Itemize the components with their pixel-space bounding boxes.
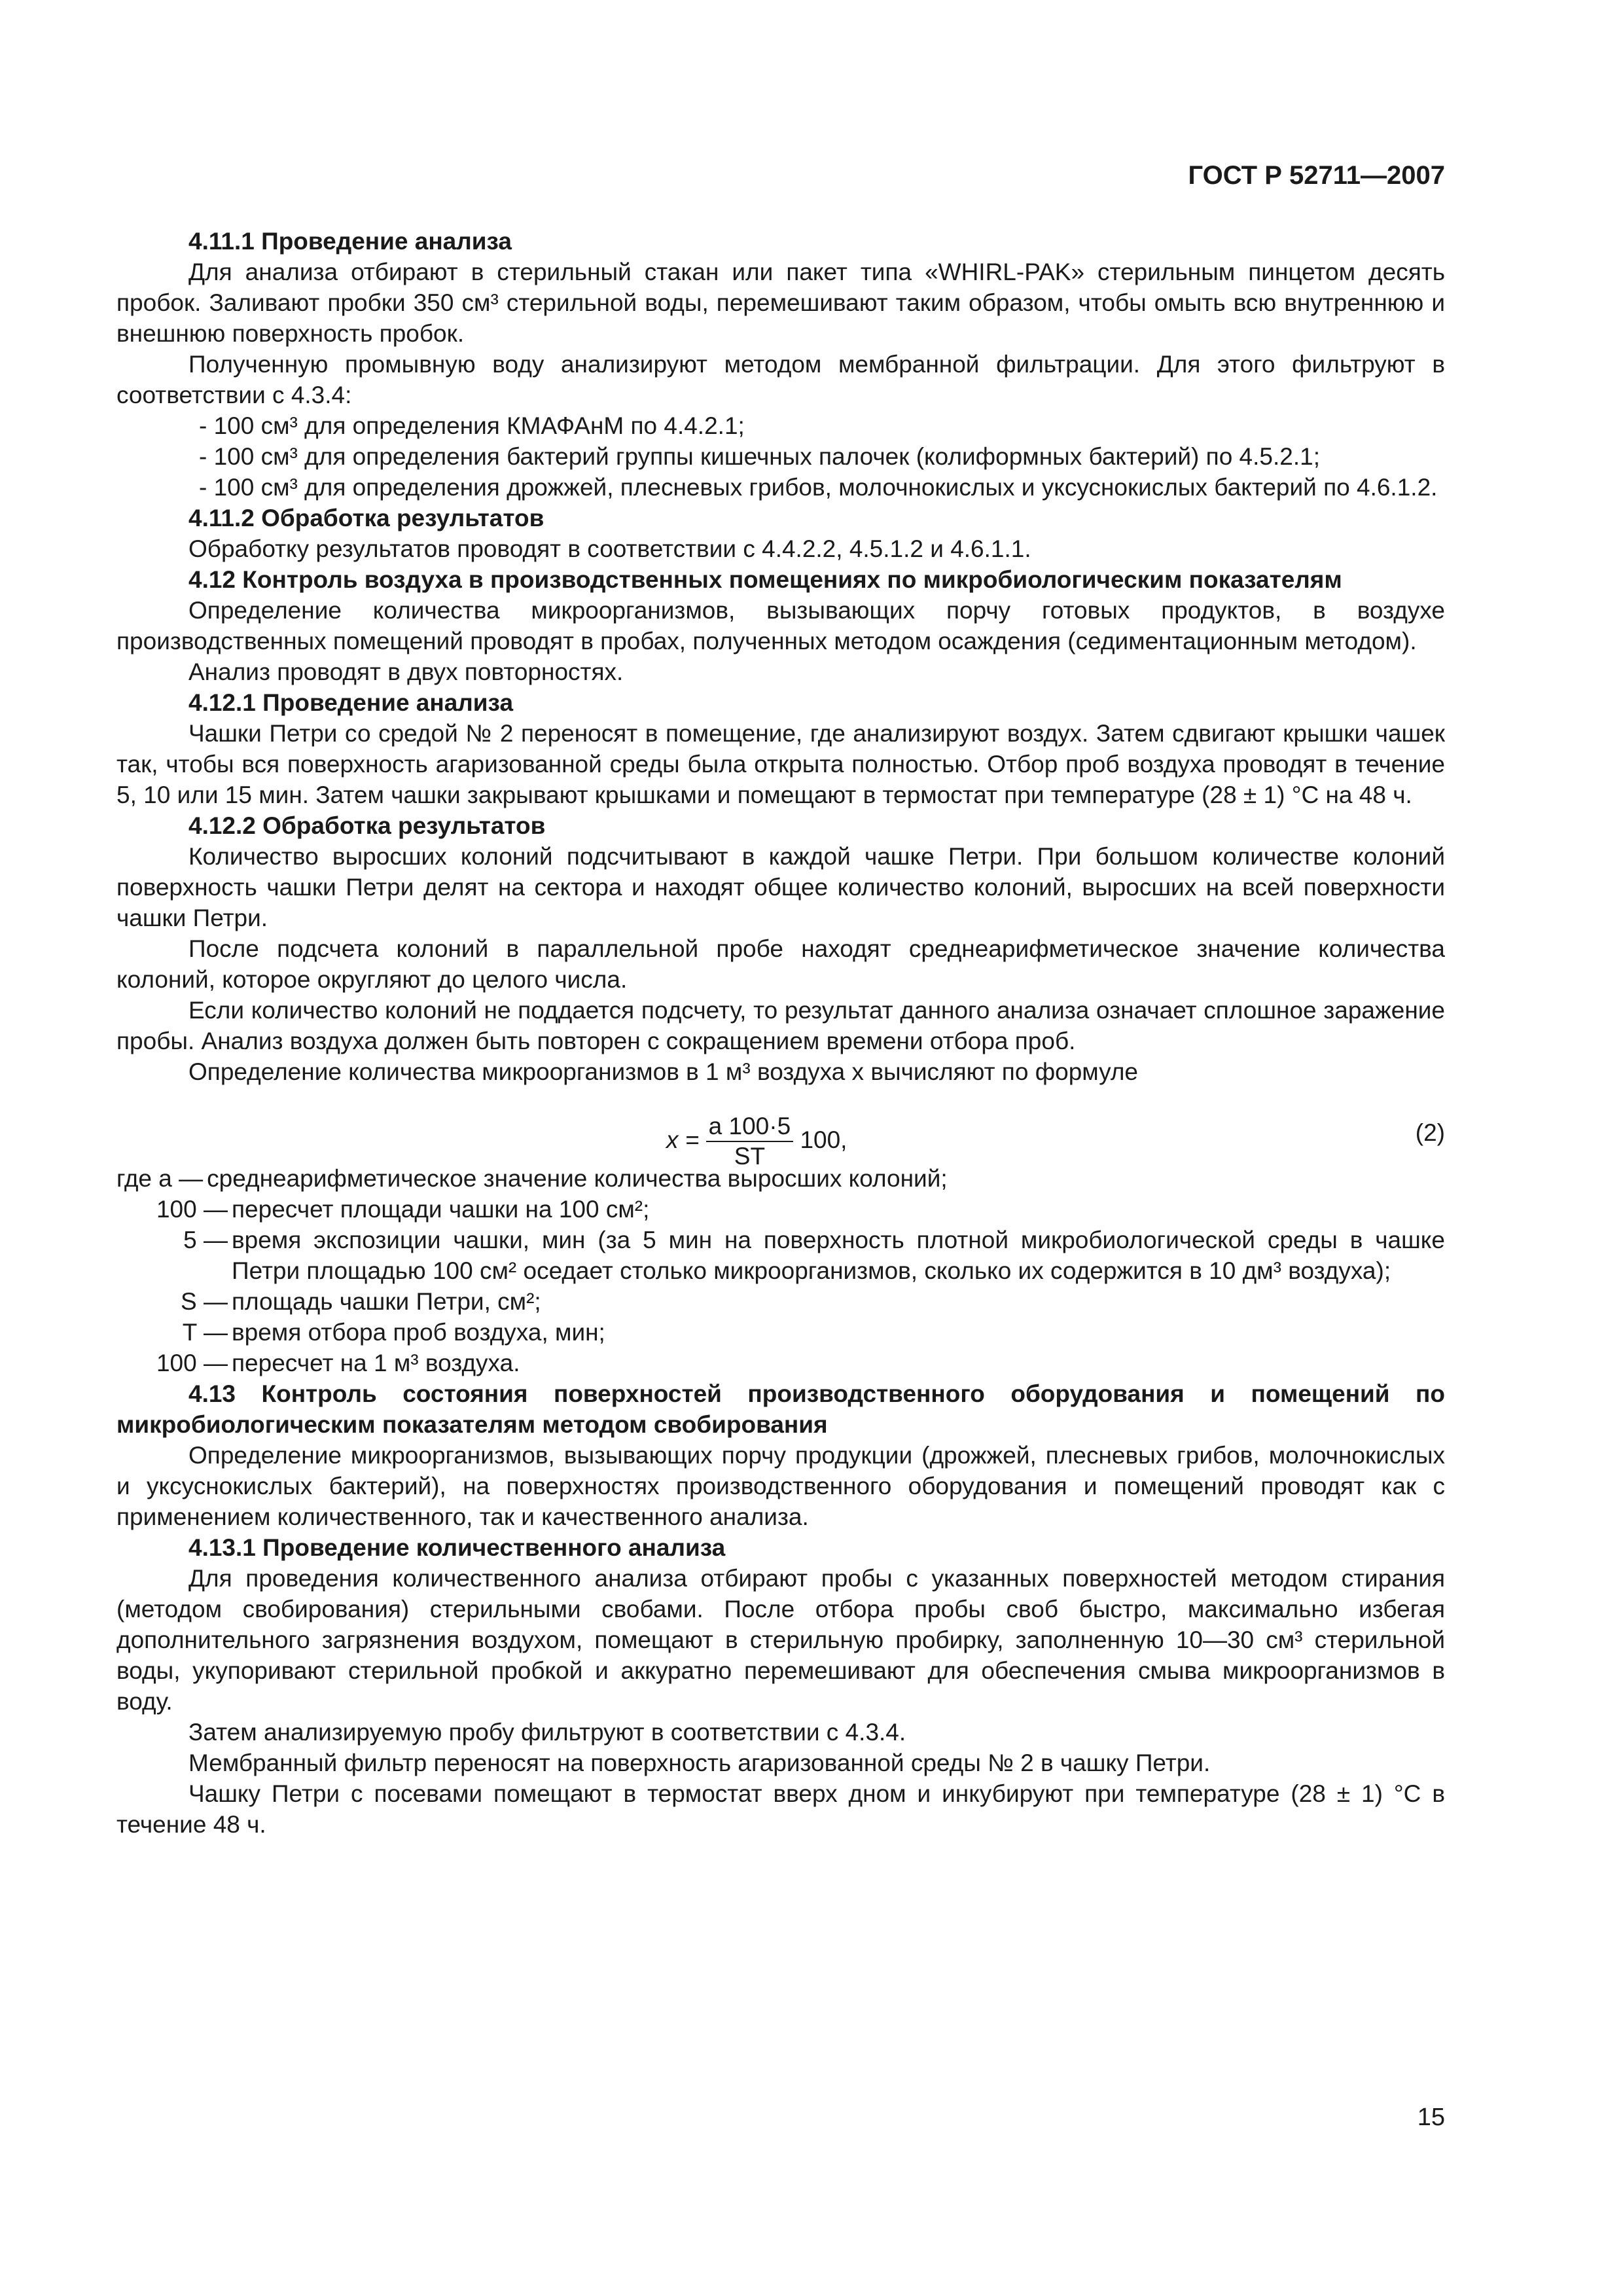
page-body	[116, 226, 1445, 1840]
list-item: - 100 см³ для определения бактерий группы кишечных палочек (колиформных бактерий) по 4.5.2.1;	[199, 443, 1320, 470]
list-item: - 100 см³ для определения КМАФАнМ по 4.4.2.1;	[199, 412, 745, 439]
legend-row	[116, 1194, 1445, 1225]
legend-description: время отбора проб воздуха, мин;	[232, 1319, 605, 1346]
legend-term: T —	[182, 1319, 228, 1346]
standard-designation: ГОСТ Р 52711—2007	[1188, 161, 1445, 190]
formula-denominator: ST	[734, 1143, 766, 1170]
paragraph: Определение микроорганизмов, вызывающих порчу продукции (дрожжей, плесневых грибов, молочнокислых и уксуснокислых бактерий), на поверхностях производственного оборудования и помещений проводят как с применением количественного, так и качественного анализа.	[116, 1442, 1445, 1530]
section-4-12-heading: 4.12 Контроль воздуха в производственных помещениях по микробиологическим показателям	[188, 566, 1342, 593]
formula-lhs: x =	[666, 1126, 700, 1153]
formula-number: (2)	[1415, 1119, 1445, 1146]
paragraph: Полученную промывную воду анализируют методом мембранной фильтрации. Для этого фильтруют в соответствии с 4.3.4:	[116, 351, 1445, 408]
legend-term: S —	[181, 1288, 228, 1315]
legend-description: время экспозиции чашки, мин (за 5 мин на поверхность плотной микробиологической среды в чашке Петри площадью 100 см² оседает столько микроорганизмов, сколько их содержится в 10 дм³ воздуха);	[232, 1227, 1445, 1284]
paragraph: Обработку результатов проводят в соответствии с 4.4.2.2, 4.5.1.2 и 4.6.1.1.	[188, 535, 1031, 562]
legend-description: пересчет площади чашки на 100 см²;	[232, 1196, 650, 1223]
legend-description: площадь чашки Петри, см²;	[232, 1288, 541, 1315]
formula-expression	[666, 1112, 847, 1171]
section-4-12-2-heading: 4.12.2 Обработка результатов	[188, 812, 546, 839]
paragraph: Определение количества микроорганизмов, вызывающих порчу готовых продуктов, в воздухе производственных помещений проводят в пробах, полученных методом осаждения (седиментационным методом).	[116, 597, 1445, 655]
paragraph: Чашки Петри со средой № 2 переносят в помещение, где анализируют воздух. Затем сдвигают крышки чашек так, чтобы вся поверхность агаризованной среды была открыта полностью. Отбор проб воздуха проводят в течение 5, 10 или 15 мин. Затем чашки закрывают крышками и помещают в термостат при температуре (28 ± 1) °С на 48 ч.	[116, 720, 1445, 808]
legend-term: 100 —	[156, 1196, 228, 1223]
paragraph: Затем анализируемую пробу фильтруют в соответствии с 4.3.4.	[188, 1719, 906, 1746]
section-4-11-1-heading: 4.11.1 Проведение анализа	[188, 228, 512, 255]
formula-2	[116, 1091, 1445, 1170]
legend-term: где a —	[116, 1165, 204, 1192]
paragraph: Чашку Петри с посевами помещают в термостат вверх дном и инкубируют при температуре (28 ± 1) °С в течение 48 ч.	[116, 1780, 1445, 1838]
paragraph: После подсчета колоний в параллельной пробе находят среднеарифметическое значение количества колоний, которое округляют до целого числа.	[116, 935, 1445, 993]
formula-numerator: a 100·5	[706, 1112, 794, 1142]
legend-description: среднеарифметическое значение количества выросших колоний;	[207, 1165, 948, 1192]
section-4-13-heading: 4.13 Контроль состояния поверхностей производственного оборудования и помещений по микробиологическим показателям методом свобирования	[116, 1380, 1445, 1438]
formula-fraction	[706, 1112, 794, 1171]
legend-row	[116, 1317, 1445, 1348]
legend-term: 100 —	[156, 1350, 228, 1376]
paragraph: Для проведения количественного анализа отбирают пробы с указанных поверхностей методом стирания (методом свобирования) стерильными свобами. После отбора пробы своб быстро, максимально избегая дополнительного загрязнения воздухом, помещают в стерильную пробирку, заполненную 10—30 см³ стерильной воды, укупоривают стерильной пробкой и аккуратно перемешивают для обеспечения смыва микроорганизмов в воду.	[116, 1565, 1445, 1715]
section-4-12-1-heading: 4.12.1 Проведение анализа	[188, 689, 514, 716]
formula-legend	[116, 1163, 1445, 1378]
section-4-11-2-heading: 4.11.2 Обработка результатов	[188, 505, 544, 531]
section-4-13-1-heading: 4.13.1 Проведение количественного анализа	[188, 1534, 726, 1561]
legend-row	[116, 1225, 1445, 1286]
paragraph: Для анализа отбирают в стерильный стакан или пакет типа «WHIRL-PAK» стерильным пинцетом десять пробок. Заливают пробки 350 см³ стерильной воды, перемешивают таким образом, чтобы омыть всю внутреннюю и внешнюю поверхность пробок.	[116, 259, 1445, 347]
paragraph: Мембранный фильтр переносят на поверхность агаризованной среды № 2 в чашку Петри.	[188, 1749, 1211, 1776]
legend-description: пересчет на 1 м³ воздуха.	[232, 1350, 520, 1376]
list-item: - 100 см³ для определения дрожжей, плесневых грибов, молочнокислых и уксуснокислых бактерий по 4.6.1.2.	[199, 474, 1438, 501]
page-number: 15	[1417, 2104, 1445, 2131]
paragraph: Если количество колоний не поддается подсчету, то результат данного анализа означает сплошное заражение пробы. Анализ воздуха должен быть повторен с сокращением времени отбора проб.	[116, 997, 1445, 1054]
legend-term: 5 —	[183, 1227, 228, 1253]
legend-row	[116, 1286, 1445, 1317]
formula-tail: 100,	[800, 1126, 847, 1153]
paragraph: Определение количества микроорганизмов в 1 м³ воздуха x вычисляют по формуле	[188, 1058, 1139, 1085]
paragraph: Количество выросших колоний подсчитывают в каждой чашке Петри. При большом количестве колоний поверхность чашки Петри делят на сектора и находят общее количество колоний, выросших на всей поверхности чашки Петри.	[116, 843, 1445, 931]
legend-row	[116, 1348, 1445, 1378]
paragraph: Анализ проводят в двух повторностях.	[188, 658, 624, 685]
